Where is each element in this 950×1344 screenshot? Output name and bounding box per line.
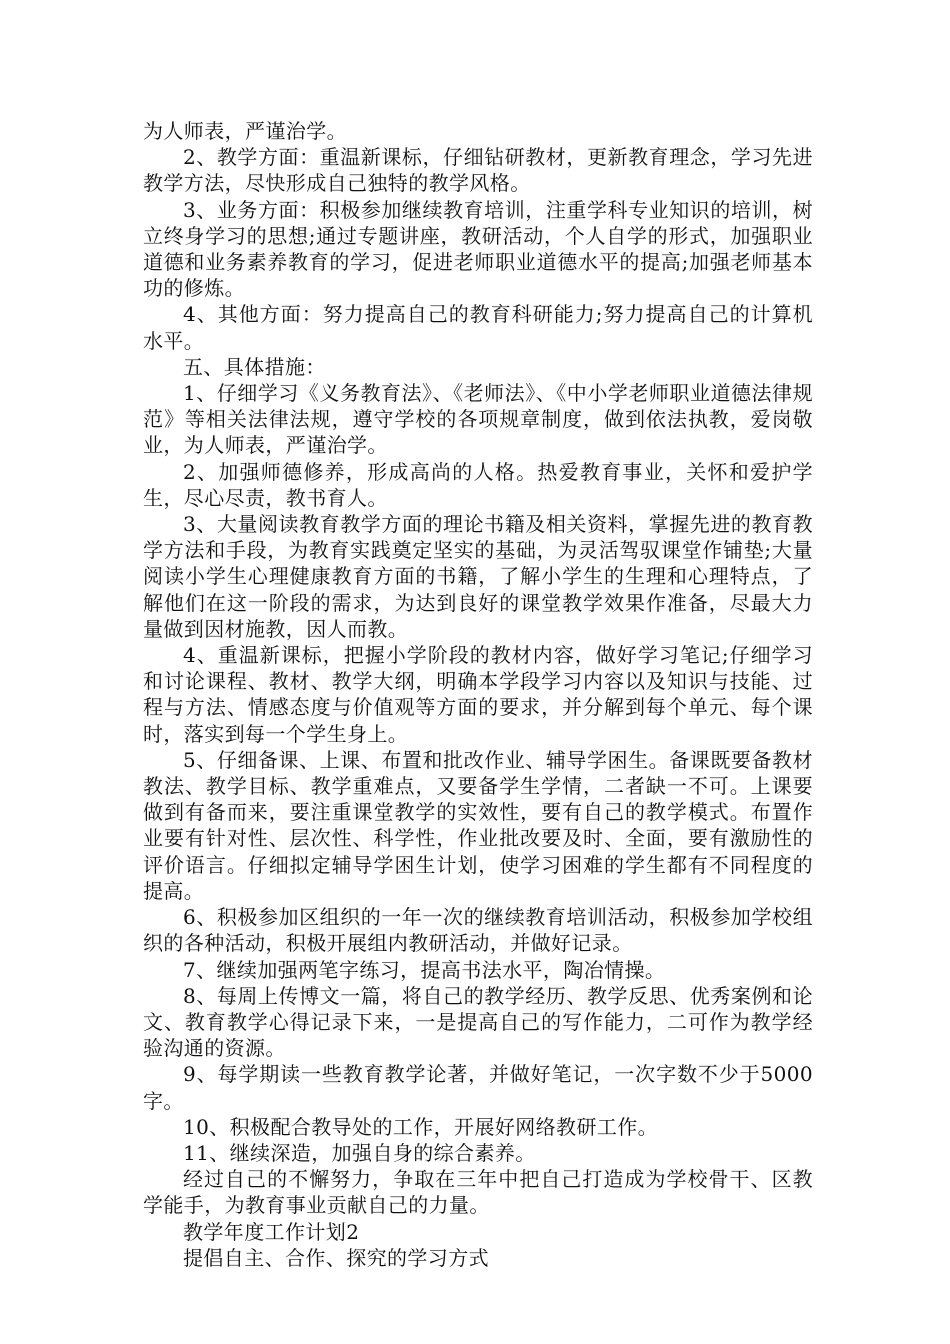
paragraph-7: 2、加强师德修养，形成高尚的人格。热爱教育事业，关怀和爱护学生，尽心尽责，教书育人。	[143, 459, 813, 510]
paragraph-12: 7、继续加强两笔字练习，提高书法水平，陶冶情操。	[183, 957, 666, 982]
paragraph-6: 1、仔细学习《义务教育法》、《老师法》、《中小学老师职业道德法律规范》等相关法律法规，遵守学校的各项规章制度，做到依法执教，爱岗敬业，为人师表，严谨治学。	[143, 381, 813, 458]
paragraph-4: 4、其他方面：努力提高自己的教育科研能力;努力提高自己的计算机水平。	[143, 302, 813, 353]
paragraph-13: 8、每周上传博文一篇，将自己的教学经历、教学反思、优秀案例和论文、教育教学心得记录下来，一是提高自己的写作能力，二可作为教学经验沟通的资源。	[143, 983, 813, 1061]
paragraph-10: 5、仔细备课、上课、布置和批改作业、辅导学困生。备课既要备教材教法、教学目标、教学重难点，又要备学生学情，二者缺一不可。上课要做到有备而来，要注重课堂教学的实效性，要有自己的教学模式。布置作业要有针对性、层次性、科学性，作业批改要及时、全面，要有激励性的评价语言。仔细拟定辅导学困生计划，使学习困难的学生都有不同程度的提高。	[143, 747, 813, 903]
paragraph-14: 9、每学期读一些教育教学论著，并做好笔记，一次字数不少于5000字。	[143, 1062, 813, 1113]
section-title-plan-2: 教学年度工作计划2	[183, 1219, 360, 1244]
paragraph-15: 10、积极配合教导处的工作，开展好网络教研工作。	[183, 1114, 659, 1139]
paragraph-9: 4、重温新课标，把握小学阶段的教材内容，做好学习笔记;仔细学习和讨论课程、教材、教学大纲，明确本学段学习内容以及知识与技能、过程与方法、情感态度与价值观等方面的要求，并分解到每个单元、每个课时，落实到每一个学生身上。	[143, 643, 813, 746]
paragraph-17: 经过自己的不懈努力，争取在三年中把自己打造成为学校骨干、区教学能手，为教育事业贡献自己的力量。	[143, 1167, 813, 1218]
paragraph-19: 提倡自主、合作、探究的学习方式	[183, 1245, 489, 1270]
paragraph-1: 为人师表，严谨治学。	[143, 119, 347, 143]
paragraph-16: 11、继续深造，加强自身的综合素养。	[183, 1140, 536, 1165]
paragraph-8: 3、大量阅读教育教学方面的理论书籍及相关资料，掌握先进的教育教学方法和手段，为教育实践奠定坚实的基础，为灵活驾驭课堂作铺垫;大量阅读小学生心理健康教育方面的书籍，了解小学生的生理和心理特点，了解他们在这一阶段的需求，为达到良好的课堂教学效果作准备，尽最大力量做到因材施教，因人而教。	[143, 512, 813, 641]
section-heading-measures: 五、具体措施：	[183, 354, 326, 379]
paragraph-11: 6、积极参加区组织的一年一次的继续教育培训活动，积极参加学校组织的各种活动，积极开展组内教研活动，并做好记录。	[143, 905, 813, 956]
paragraph-2: 2、教学方面：重温新课标，仔细钻研教材，更新教育理念，学习先进教学方法，尽快形成自己独特的教学风格。	[143, 145, 813, 196]
paragraph-3: 3、业务方面：积极参加继续教育培训，注重学科专业知识的培训，树立终身学习的思想;通过专题讲座，教研活动，个人自学的形式，加强职业道德和业务素养教育的学习，促进老师职业道德水平的提高;加强老师基本功的修炼。	[143, 197, 813, 301]
document-body	[143, 118, 813, 1271]
